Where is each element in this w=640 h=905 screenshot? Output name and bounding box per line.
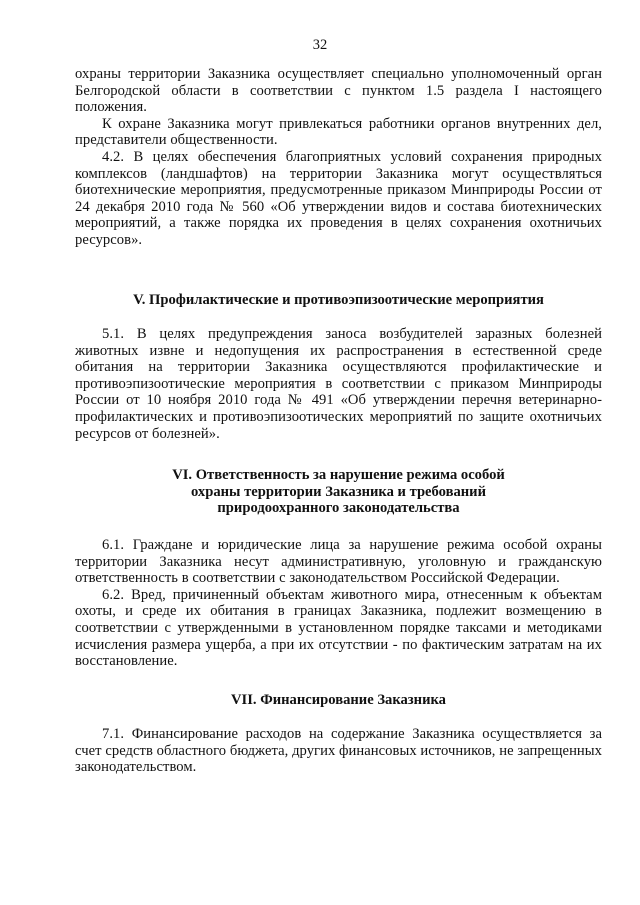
section-6-body <box>75 537 602 670</box>
paragraph-6-2: 6.2. Вред, причиненный объектам животного мира, отнесенным к объектам охоты, и среде их обитания в границах Заказника, подлежит возмещению в соответствии с утвержденными в установленном порядке таксами и методиками исчисления размера ущерба, а при их отсутствии - по фактическим затратам на их восстановление. <box>75 586 602 670</box>
section-7-heading: VII. Финансирование Заказника <box>231 692 446 708</box>
paragraph-6-1: 6.1. Граждане и юридические лица за нарушение режима особой охраны территории Заказника несут административную, уголовную и гражданскую ответственность в соответствии с законодательством Российской Федерации. <box>75 537 602 587</box>
section-5-body <box>75 326 602 442</box>
section-7-body <box>75 726 602 776</box>
section-5-heading: V. Профилактические и противоэпизоотические мероприятия <box>133 292 544 308</box>
paragraph-guard-involvement: К охране Заказника могут привлекаться работники органов внутренних дел, представители общественности. <box>75 115 602 149</box>
section-6-heading-line-2: охраны территории Заказника и требований <box>191 483 486 500</box>
section-6-heading <box>75 467 602 517</box>
paragraph-5-1: 5.1. В целях предупреждения заноса возбудителей заразных болезней животных извне и недопущения их распространения в естественной среде обитания на территории Заказника осуществляются профилактические и противоэпизоотические мероприятия в соответствии с приказом Минприроды России от 10 ноября 2010 года № 491 «Об утверждении перечня ветеринарно-профилактических и противоэпизоотических мероприятий по защите охотничьих ресурсов от болезней». <box>75 326 602 442</box>
section-6-heading-line-3: природоохранного законодательства <box>217 500 460 517</box>
paragraph-7-1: 7.1. Финансирование расходов на содержание Заказника осуществляется за счет средств областного бюджета, других финансовых источников, не запрещенных законодательством. <box>75 726 602 776</box>
page-number: 32 <box>312 37 328 53</box>
paragraph-guard-authority: охраны территории Заказника осуществляет специально уполномоченный орган Белгородской области в соответствии с пунктом 1.5 раздела I настоящего положения. <box>75 66 602 116</box>
section-4-continuation <box>75 66 602 249</box>
paragraph-4-2: 4.2. В целях обеспечения благоприятных условий сохранения природных комплексов (ландшафтов) на территории Заказника могут осуществляться биотехнические мероприятия, предусмотренные приказом Минприроды России от 24 декабря 2010 года № 560 «Об утверждении видов и состава биотехнических мероприятий, а также порядка их проведения в целях сохранения охотничьих ресурсов». <box>75 148 602 248</box>
section-6-heading-line-1: VI. Ответственность за нарушение режима особой <box>172 467 505 483</box>
